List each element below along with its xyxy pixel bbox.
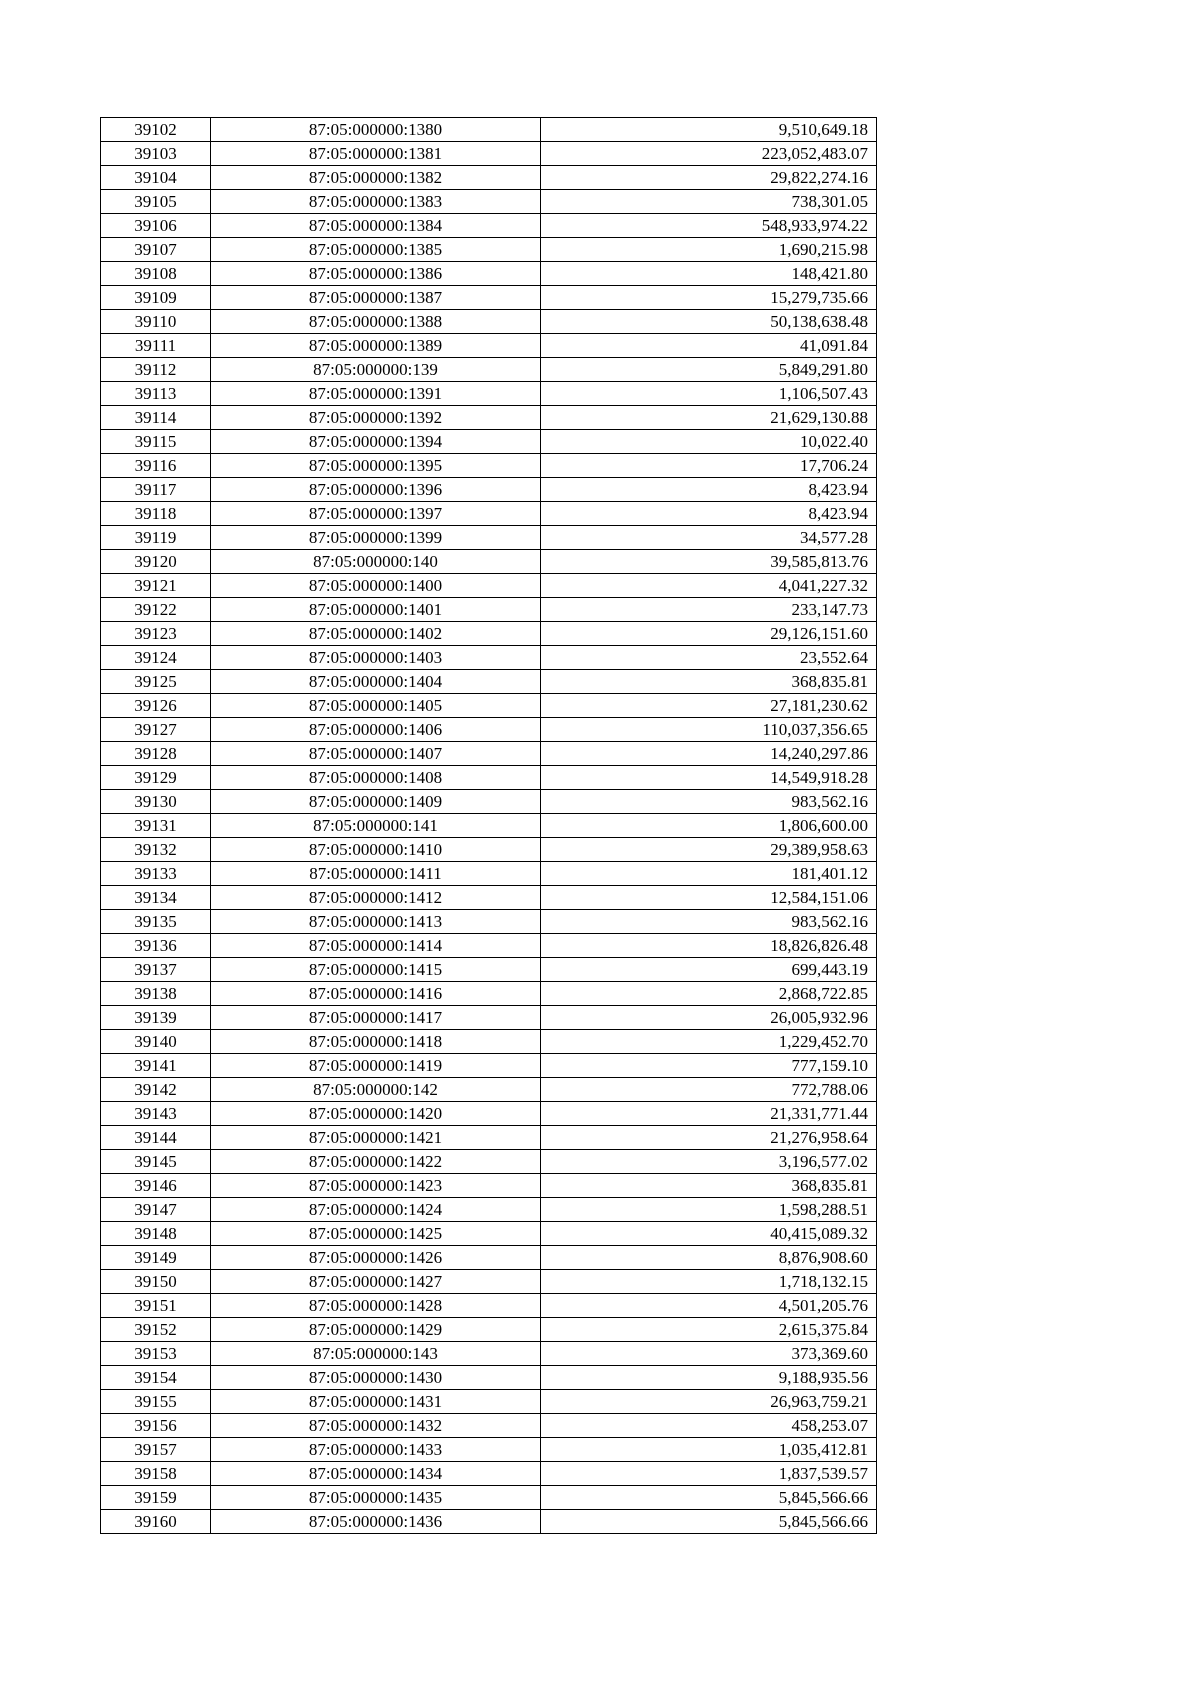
amount-cell: 17,706.24: [541, 454, 877, 478]
cadastral-number-cell: 87:05:000000:1384: [211, 214, 541, 238]
cadastral-number-cell: 87:05:000000:1419: [211, 1054, 541, 1078]
amount-cell: 26,963,759.21: [541, 1390, 877, 1414]
row-number-cell: 39113: [101, 382, 211, 406]
cadastral-number-cell: 87:05:000000:143: [211, 1342, 541, 1366]
amount-cell: 21,629,130.88: [541, 406, 877, 430]
row-number-cell: 39118: [101, 502, 211, 526]
row-number-cell: 39111: [101, 334, 211, 358]
amount-cell: 5,849,291.80: [541, 358, 877, 382]
amount-cell: 368,835.81: [541, 1174, 877, 1198]
row-number-cell: 39108: [101, 262, 211, 286]
cadastral-number-cell: 87:05:000000:1423: [211, 1174, 541, 1198]
cadastral-number-cell: 87:05:000000:1380: [211, 118, 541, 142]
cadastral-number-cell: 87:05:000000:1394: [211, 430, 541, 454]
row-number-cell: 39132: [101, 838, 211, 862]
cadastral-number-cell: 87:05:000000:1426: [211, 1246, 541, 1270]
table-row: [101, 718, 877, 742]
table-row: [101, 1198, 877, 1222]
cadastral-number-cell: 87:05:000000:1412: [211, 886, 541, 910]
row-number-cell: 39155: [101, 1390, 211, 1414]
table-row: [101, 1054, 877, 1078]
cadastral-number-cell: 87:05:000000:1430: [211, 1366, 541, 1390]
amount-cell: 1,718,132.15: [541, 1270, 877, 1294]
row-number-cell: 39145: [101, 1150, 211, 1174]
row-number-cell: 39157: [101, 1438, 211, 1462]
amount-cell: 41,091.84: [541, 334, 877, 358]
amount-cell: 373,369.60: [541, 1342, 877, 1366]
amount-cell: 1,229,452.70: [541, 1030, 877, 1054]
row-number-cell: 39146: [101, 1174, 211, 1198]
cadastral-number-cell: 87:05:000000:1431: [211, 1390, 541, 1414]
cadastral-number-cell: 87:05:000000:1435: [211, 1486, 541, 1510]
cadastral-number-cell: 87:05:000000:1422: [211, 1150, 541, 1174]
row-number-cell: 39147: [101, 1198, 211, 1222]
table-row: [101, 1174, 877, 1198]
cadastral-number-cell: 87:05:000000:1383: [211, 190, 541, 214]
table-row: [101, 622, 877, 646]
amount-cell: 18,826,826.48: [541, 934, 877, 958]
table-row: [101, 1414, 877, 1438]
row-number-cell: 39124: [101, 646, 211, 670]
table-row: [101, 1126, 877, 1150]
table-row: [101, 406, 877, 430]
table-row: [101, 1102, 877, 1126]
row-number-cell: 39144: [101, 1126, 211, 1150]
row-number-cell: 39122: [101, 598, 211, 622]
table-row: [101, 262, 877, 286]
amount-cell: 21,276,958.64: [541, 1126, 877, 1150]
cadastral-number-cell: 87:05:000000:1381: [211, 142, 541, 166]
cadastral-number-cell: 87:05:000000:1418: [211, 1030, 541, 1054]
cadastral-number-cell: 87:05:000000:1391: [211, 382, 541, 406]
cadastral-number-cell: 87:05:000000:1415: [211, 958, 541, 982]
row-number-cell: 39110: [101, 310, 211, 334]
cadastral-number-cell: 87:05:000000:1403: [211, 646, 541, 670]
amount-cell: 110,037,356.65: [541, 718, 877, 742]
cadastral-number-cell: 87:05:000000:1392: [211, 406, 541, 430]
cadastral-number-cell: 87:05:000000:1404: [211, 670, 541, 694]
table-row: [101, 886, 877, 910]
table-row: [101, 862, 877, 886]
row-number-cell: 39140: [101, 1030, 211, 1054]
cadastral-number-cell: 87:05:000000:1389: [211, 334, 541, 358]
table-row: [101, 1342, 877, 1366]
table-row: [101, 238, 877, 262]
cadastral-number-cell: 87:05:000000:1427: [211, 1270, 541, 1294]
amount-cell: 34,577.28: [541, 526, 877, 550]
amount-cell: 1,106,507.43: [541, 382, 877, 406]
table-row: [101, 118, 877, 142]
cadastral-number-cell: 87:05:000000:1386: [211, 262, 541, 286]
cadastral-number-cell: 87:05:000000:139: [211, 358, 541, 382]
row-number-cell: 39105: [101, 190, 211, 214]
table-row: [101, 214, 877, 238]
table-row: [101, 1270, 877, 1294]
cadastral-number-cell: 87:05:000000:1399: [211, 526, 541, 550]
table-row: [101, 910, 877, 934]
row-number-cell: 39131: [101, 814, 211, 838]
table-row: [101, 358, 877, 382]
row-number-cell: 39142: [101, 1078, 211, 1102]
row-number-cell: 39159: [101, 1486, 211, 1510]
cadastral-number-cell: 87:05:000000:1428: [211, 1294, 541, 1318]
cadastral-number-cell: 87:05:000000:1425: [211, 1222, 541, 1246]
table-row: [101, 838, 877, 862]
amount-cell: 1,035,412.81: [541, 1438, 877, 1462]
cadastral-number-cell: 87:05:000000:1401: [211, 598, 541, 622]
row-number-cell: 39134: [101, 886, 211, 910]
amount-cell: 223,052,483.07: [541, 142, 877, 166]
table-row: [101, 1462, 877, 1486]
cadastral-number-cell: 87:05:000000:1409: [211, 790, 541, 814]
cadastral-number-cell: 87:05:000000:1413: [211, 910, 541, 934]
table-row: [101, 766, 877, 790]
cadastral-number-cell: 87:05:000000:1421: [211, 1126, 541, 1150]
cadastral-number-cell: 87:05:000000:1411: [211, 862, 541, 886]
cadastral-number-cell: 87:05:000000:1388: [211, 310, 541, 334]
amount-cell: 2,615,375.84: [541, 1318, 877, 1342]
cadastral-number-cell: 87:05:000000:1434: [211, 1462, 541, 1486]
records-table: [100, 117, 877, 1534]
row-number-cell: 39128: [101, 742, 211, 766]
cadastral-number-cell: 87:05:000000:141: [211, 814, 541, 838]
cadastral-number-cell: 87:05:000000:1416: [211, 982, 541, 1006]
cadastral-number-cell: 87:05:000000:1405: [211, 694, 541, 718]
cadastral-number-cell: 87:05:000000:1429: [211, 1318, 541, 1342]
row-number-cell: 39158: [101, 1462, 211, 1486]
cadastral-number-cell: 87:05:000000:1410: [211, 838, 541, 862]
cadastral-number-cell: 87:05:000000:1407: [211, 742, 541, 766]
amount-cell: 14,240,297.86: [541, 742, 877, 766]
row-number-cell: 39116: [101, 454, 211, 478]
table-row: [101, 670, 877, 694]
cadastral-number-cell: 87:05:000000:1397: [211, 502, 541, 526]
amount-cell: 4,041,227.32: [541, 574, 877, 598]
table-row: [101, 1294, 877, 1318]
row-number-cell: 39115: [101, 430, 211, 454]
table-row: [101, 1318, 877, 1342]
row-number-cell: 39112: [101, 358, 211, 382]
table-row: [101, 1006, 877, 1030]
table-row: [101, 1030, 877, 1054]
amount-cell: 3,196,577.02: [541, 1150, 877, 1174]
amount-cell: 1,806,600.00: [541, 814, 877, 838]
table-row: [101, 166, 877, 190]
row-number-cell: 39103: [101, 142, 211, 166]
amount-cell: 14,549,918.28: [541, 766, 877, 790]
table-row: [101, 1486, 877, 1510]
row-number-cell: 39154: [101, 1366, 211, 1390]
amount-cell: 29,126,151.60: [541, 622, 877, 646]
table-row: [101, 1510, 877, 1534]
table-row: [101, 1366, 877, 1390]
cadastral-number-cell: 87:05:000000:1396: [211, 478, 541, 502]
amount-cell: 26,005,932.96: [541, 1006, 877, 1030]
table-row: [101, 1078, 877, 1102]
table-row: [101, 742, 877, 766]
amount-cell: 1,598,288.51: [541, 1198, 877, 1222]
table-row: [101, 646, 877, 670]
cadastral-number-cell: 87:05:000000:1382: [211, 166, 541, 190]
cadastral-number-cell: 87:05:000000:1387: [211, 286, 541, 310]
cadastral-number-cell: 87:05:000000:1395: [211, 454, 541, 478]
amount-cell: 39,585,813.76: [541, 550, 877, 574]
table-row: [101, 574, 877, 598]
row-number-cell: 39156: [101, 1414, 211, 1438]
row-number-cell: 39139: [101, 1006, 211, 1030]
row-number-cell: 39106: [101, 214, 211, 238]
table-row: [101, 598, 877, 622]
row-number-cell: 39138: [101, 982, 211, 1006]
row-number-cell: 39153: [101, 1342, 211, 1366]
row-number-cell: 39148: [101, 1222, 211, 1246]
table-row: [101, 814, 877, 838]
amount-cell: 983,562.16: [541, 910, 877, 934]
table-row: [101, 454, 877, 478]
cadastral-number-cell: 87:05:000000:1433: [211, 1438, 541, 1462]
amount-cell: 9,188,935.56: [541, 1366, 877, 1390]
table-row: [101, 1390, 877, 1414]
row-number-cell: 39127: [101, 718, 211, 742]
amount-cell: 29,822,274.16: [541, 166, 877, 190]
amount-cell: 15,279,735.66: [541, 286, 877, 310]
row-number-cell: 39143: [101, 1102, 211, 1126]
amount-cell: 8,423.94: [541, 502, 877, 526]
row-number-cell: 39123: [101, 622, 211, 646]
row-number-cell: 39136: [101, 934, 211, 958]
row-number-cell: 39104: [101, 166, 211, 190]
amount-cell: 23,552.64: [541, 646, 877, 670]
amount-cell: 8,876,908.60: [541, 1246, 877, 1270]
amount-cell: 1,690,215.98: [541, 238, 877, 262]
table-row: [101, 1222, 877, 1246]
table-row: [101, 334, 877, 358]
row-number-cell: 39102: [101, 118, 211, 142]
row-number-cell: 39151: [101, 1294, 211, 1318]
row-number-cell: 39160: [101, 1510, 211, 1534]
amount-cell: 9,510,649.18: [541, 118, 877, 142]
table-row: [101, 790, 877, 814]
cadastral-number-cell: 87:05:000000:1424: [211, 1198, 541, 1222]
amount-cell: 50,138,638.48: [541, 310, 877, 334]
records-table-body: [101, 118, 877, 1534]
row-number-cell: 39126: [101, 694, 211, 718]
cadastral-number-cell: 87:05:000000:1402: [211, 622, 541, 646]
table-row: [101, 982, 877, 1006]
cadastral-number-cell: 87:05:000000:1417: [211, 1006, 541, 1030]
row-number-cell: 39133: [101, 862, 211, 886]
table-row: [101, 694, 877, 718]
amount-cell: 548,933,974.22: [541, 214, 877, 238]
amount-cell: 21,331,771.44: [541, 1102, 877, 1126]
table-row: [101, 958, 877, 982]
cadastral-number-cell: 87:05:000000:1436: [211, 1510, 541, 1534]
row-number-cell: 39117: [101, 478, 211, 502]
row-number-cell: 39114: [101, 406, 211, 430]
cadastral-number-cell: 87:05:000000:1400: [211, 574, 541, 598]
table-row: [101, 142, 877, 166]
table-row: [101, 526, 877, 550]
amount-cell: 5,845,566.66: [541, 1510, 877, 1534]
cadastral-number-cell: 87:05:000000:1420: [211, 1102, 541, 1126]
amount-cell: 10,022.40: [541, 430, 877, 454]
cadastral-number-cell: 87:05:000000:1432: [211, 1414, 541, 1438]
table-row: [101, 478, 877, 502]
amount-cell: 233,147.73: [541, 598, 877, 622]
row-number-cell: 39152: [101, 1318, 211, 1342]
table-row: [101, 502, 877, 526]
amount-cell: 458,253.07: [541, 1414, 877, 1438]
cadastral-number-cell: 87:05:000000:1414: [211, 934, 541, 958]
amount-cell: 4,501,205.76: [541, 1294, 877, 1318]
row-number-cell: 39119: [101, 526, 211, 550]
row-number-cell: 39125: [101, 670, 211, 694]
row-number-cell: 39121: [101, 574, 211, 598]
amount-cell: 12,584,151.06: [541, 886, 877, 910]
cadastral-number-cell: 87:05:000000:1385: [211, 238, 541, 262]
cadastral-number-cell: 87:05:000000:142: [211, 1078, 541, 1102]
amount-cell: 29,389,958.63: [541, 838, 877, 862]
cadastral-number-cell: 87:05:000000:1406: [211, 718, 541, 742]
row-number-cell: 39129: [101, 766, 211, 790]
table-row: [101, 1150, 877, 1174]
amount-cell: 1,837,539.57: [541, 1462, 877, 1486]
row-number-cell: 39150: [101, 1270, 211, 1294]
amount-cell: 777,159.10: [541, 1054, 877, 1078]
amount-cell: 40,415,089.32: [541, 1222, 877, 1246]
amount-cell: 27,181,230.62: [541, 694, 877, 718]
row-number-cell: 39141: [101, 1054, 211, 1078]
cadastral-number-cell: 87:05:000000:140: [211, 550, 541, 574]
table-row: [101, 286, 877, 310]
amount-cell: 368,835.81: [541, 670, 877, 694]
row-number-cell: 39137: [101, 958, 211, 982]
row-number-cell: 39109: [101, 286, 211, 310]
table-row: [101, 550, 877, 574]
amount-cell: 738,301.05: [541, 190, 877, 214]
table-row: [101, 934, 877, 958]
row-number-cell: 39107: [101, 238, 211, 262]
row-number-cell: 39135: [101, 910, 211, 934]
table-row: [101, 1246, 877, 1270]
amount-cell: 181,401.12: [541, 862, 877, 886]
table-row: [101, 382, 877, 406]
amount-cell: 148,421.80: [541, 262, 877, 286]
row-number-cell: 39130: [101, 790, 211, 814]
cadastral-number-cell: 87:05:000000:1408: [211, 766, 541, 790]
row-number-cell: 39120: [101, 550, 211, 574]
table-row: [101, 190, 877, 214]
amount-cell: 2,868,722.85: [541, 982, 877, 1006]
table-row: [101, 430, 877, 454]
amount-cell: 5,845,566.66: [541, 1486, 877, 1510]
amount-cell: 8,423.94: [541, 478, 877, 502]
amount-cell: 772,788.06: [541, 1078, 877, 1102]
table-row: [101, 1438, 877, 1462]
row-number-cell: 39149: [101, 1246, 211, 1270]
table-row: [101, 310, 877, 334]
amount-cell: 983,562.16: [541, 790, 877, 814]
amount-cell: 699,443.19: [541, 958, 877, 982]
